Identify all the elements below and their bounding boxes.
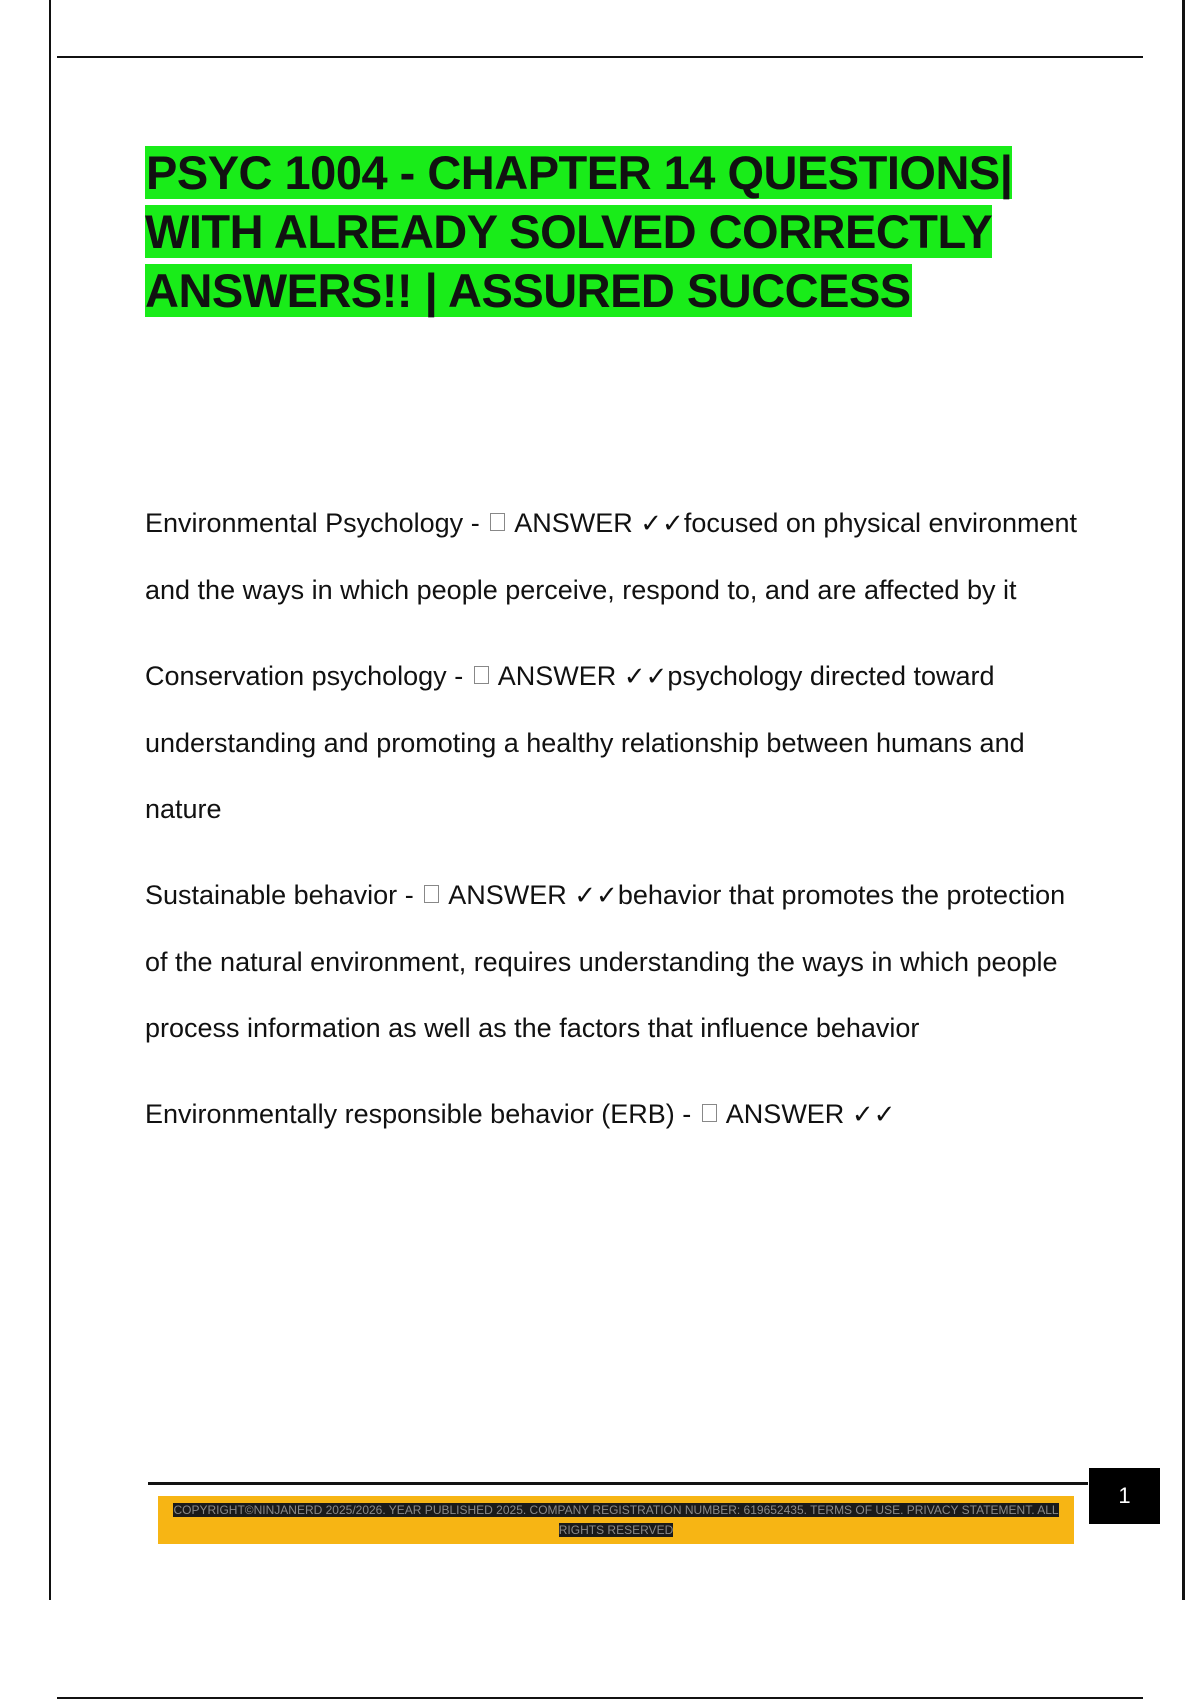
page-right-border [1182, 0, 1185, 1600]
footer-rule [148, 1482, 1088, 1485]
entry-separator: - [404, 880, 414, 910]
qa-entry [145, 862, 1085, 1061]
next-page-rule [57, 1697, 1143, 1699]
checkbox-glyph-icon [490, 513, 505, 531]
qa-entries [145, 490, 1085, 1168]
footer-copyright [170, 1500, 1062, 1540]
answer-label: ANSWER [514, 508, 633, 538]
checkbox-glyph-icon [474, 666, 489, 684]
entry-separator: - [682, 1099, 692, 1129]
entry-definition: behavior that promotes the protection of the natural environment, requires understanding the ways in which people process information as well as the factors that influence behavior [145, 880, 1066, 1043]
qa-entry [145, 643, 1085, 842]
page-left-border [49, 0, 51, 1600]
document-title [145, 143, 1105, 320]
document-title-text: PSYC 1004 - CHAPTER 14 QUESTIONS| WITH ALREADY SOLVED CORRECTLY ANSWERS!! | ASSURED SUCCESS [145, 146, 1013, 317]
checkbox-glyph-icon [424, 885, 439, 903]
answer-label: ANSWER [497, 661, 617, 691]
entry-term: Environmental Psychology [145, 508, 464, 538]
entry-term: Conservation psychology [145, 661, 447, 691]
answer-label: ANSWER [725, 1099, 845, 1129]
entry-term: Sustainable behavior [145, 880, 398, 910]
header-rule [57, 56, 1143, 58]
checkbox-glyph-icon [702, 1104, 717, 1122]
qa-entry [145, 1081, 1085, 1148]
double-check-icon: ✓✓ [574, 881, 618, 911]
entry-definition: psychology directed toward understanding and promoting a healthy relationship between humans and nature [145, 661, 1025, 824]
answer-label: ANSWER [448, 880, 567, 910]
page-number: 1 [1089, 1468, 1160, 1524]
footer-copyright-text: COPYRIGHT©NINJANERD 2025/2026. YEAR PUBLISHED 2025. COMPANY REGISTRATION NUMBER: 619652435. TERMS OF USE. PRIVACY STATEMENT. ALL RIGHTS RESERVED [173, 1503, 1059, 1537]
entry-separator: - [470, 508, 480, 538]
double-check-icon: ✓✓ [640, 509, 684, 539]
double-check-icon: ✓✓ [623, 662, 668, 692]
entry-term: Environmentally responsible behavior (ERB) [145, 1099, 675, 1129]
entry-separator: - [454, 661, 464, 691]
entry-definition: focused on physical environment and the ways in which people perceive, respond to, and are affected by it [145, 508, 1078, 605]
double-check-icon: ✓✓ [851, 1100, 896, 1130]
qa-entry [145, 490, 1085, 623]
